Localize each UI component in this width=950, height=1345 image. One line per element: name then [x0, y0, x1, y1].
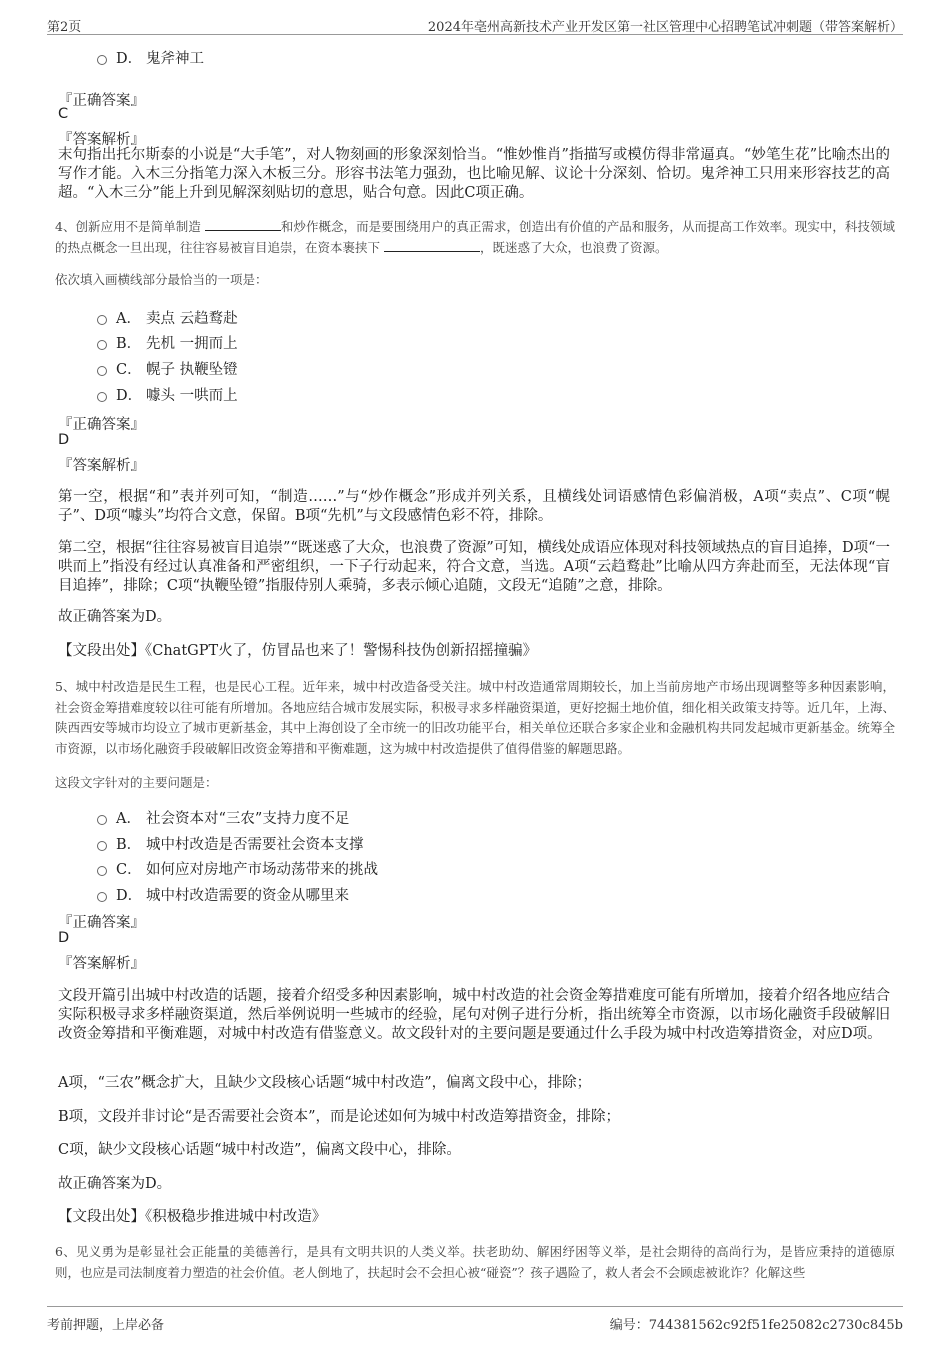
option-letter: D．	[116, 50, 143, 67]
q4-option-b[interactable]	[97, 332, 238, 352]
q4-prompt: 依次填入画横线部分最恰当的一项是：	[55, 272, 268, 287]
analysis-option-c: C项，缺少文段核心话题“城中村改造”，偏离文段中心，排除。	[58, 1142, 461, 1158]
q4-option-d[interactable]	[97, 384, 238, 404]
option-text: 幌子 执鞭坠镫	[146, 361, 238, 378]
q4-option-a[interactable]	[97, 307, 238, 327]
q5-option-a[interactable]	[97, 807, 349, 827]
option-letter: C．	[116, 361, 142, 378]
conclusion: 故正确答案为D。	[58, 609, 172, 625]
source: 【文段出处】《积极稳步推进城中村改造》	[58, 1209, 327, 1225]
option-text: 社会资本对“三农”支持力度不足	[146, 810, 350, 827]
analysis-text: 末句指出托尔斯泰的小说是“大手笔”，对人物刻画的形象深刻恰当。“惟妙惟肖”指描写或模仿得非常逼真。“妙笔生花”比喻杰出的写作才能。入木三分指笔力深入木板三分。形容书法笔力强劲，也比喻见解、议论十分深刻、恰切。鬼斧神工只用来形容技艺的高超。“入木三分”能上升到见解深刻贴切的意思，贴合句意。因此C项正确。	[58, 147, 890, 201]
q5-prompt: 这段文字针对的主要问题是：	[55, 775, 218, 790]
answer-label: 『正确答案』	[58, 93, 145, 109]
radio-icon[interactable]	[97, 340, 107, 350]
option-text: 卖点 云趋鹜赴	[146, 310, 238, 327]
option-letter: A．	[116, 810, 141, 827]
q5-option-c[interactable]	[97, 858, 378, 878]
option-text: 先机 一拥而上	[146, 335, 238, 352]
option-letter: B．	[116, 335, 142, 352]
footer-note: 考前押题，上岸必备	[47, 1318, 165, 1333]
analysis-label: 『答案解析』	[58, 132, 145, 148]
q6-stem: 6、见义勇为是彰显社会正能量的美德善行，是具有文明共识的人类义举。扶老助幼、解困纾困等义举，是社会期待的高尚行为，是皆应秉持的道德原则，也应是司法制度着力塑造的社会价值。老人倒地了，扶起时会不会担心被“碰瓷”？孩子遇险了，救人者会不会顾虑被讹诈？化解这些	[55, 1244, 895, 1280]
option-text: 如何应对房地产市场动荡带来的挑战	[146, 861, 378, 878]
analysis-option-a: A项，“三农”概念扩大，且缺少文段核心话题“城中村改造”，偏离文段中心，排除；	[58, 1075, 592, 1091]
q5-option-b[interactable]	[97, 833, 364, 853]
blank-1	[205, 217, 281, 231]
analysis-paragraph-1: 文段开篇引出城中村改造的话题，接着介绍受多种因素影响，城中村改造的社会资金筹措难度可能有所增加，接着介绍各地应结合实际积极寻求多样融资渠道，然后举例说明一些城市的经验，尾句对例子进行分析，指出统筹全市资源，以市场化融资手段破解旧改资金筹措和平衡难题，对城中村改造有借鉴意义。故文段针对的主要问题是要通过什么手段为城中村改造筹措资金，对应D项。	[58, 988, 890, 1042]
q4-stem: 4、创新应用不是简单制造 和炒作概念，而是要围绕用户的真正需求，创造出有价值的产品和服务，从而提高工作效率。现实中，科技领域的热点概念一旦出现，往往容易被盲目追崇，在资本裹挟下 ，既迷惑了大众，也浪费了资源。	[55, 219, 895, 255]
answer-label: 『正确答案』	[58, 915, 145, 931]
option-text: 鬼斧神工	[146, 50, 204, 67]
source: 【文段出处】《ChatGPT火了，仿冒品也来了！警惕科技伪创新招摇撞骗》	[58, 643, 538, 659]
analysis-paragraph-2: 第二空，根据“往往容易被盲目追崇”“既迷惑了大众，也浪费了资源”可知，横线处成语应体现对科技领域热点的盲目追捧，D项“一哄而上”指没有经过认真准备和严密组织，一下子行动起来，符合文意，当选。A项“云趋鹜赴”比喻从四方奔赴而至，无法体现“盲目追捧”，排除；C项“执鞭坠镫”指服侍别人乘骑，多表示倾心追随，文段无“追随”之意，排除。	[58, 540, 890, 594]
radio-icon[interactable]	[97, 315, 107, 325]
option-text: 城中村改造需要的资金从哪里来	[146, 887, 349, 904]
radio-icon[interactable]	[97, 815, 107, 825]
option-letter: B．	[116, 836, 142, 853]
answer-value: C	[58, 106, 69, 122]
document-title: 2024年亳州高新技术产业开发区第一社区管理中心招聘笔试冲刺题（带答案解析）	[427, 20, 903, 35]
page-footer	[47, 1306, 903, 1333]
answer-value: D	[58, 432, 70, 448]
q5-option-d[interactable]	[97, 884, 349, 904]
q3-option-d[interactable]	[97, 47, 204, 67]
option-letter: D．	[116, 887, 143, 904]
option-letter: D．	[116, 387, 143, 404]
radio-icon[interactable]	[97, 892, 107, 902]
analysis-option-b: B项，文段并非讨论“是否需要社会资本”，而是论述如何为城中村改造筹措资金，排除；	[58, 1109, 620, 1125]
page-header	[47, 14, 903, 35]
answer-value: D	[58, 930, 70, 946]
blank-2	[384, 238, 480, 252]
radio-icon[interactable]	[97, 366, 107, 376]
option-text: 噱头 一哄而上	[146, 387, 238, 404]
analysis-label: 『答案解析』	[58, 956, 145, 972]
q5-stem: 5、城中村改造是民生工程，也是民心工程。近年来，城中村改造备受关注。城中村改造通常周期较长，加上当前房地产市场出现调整等多种因素影响，社会资金筹措难度较以往可能有所增加。各地应结合城市发展实际，积极寻求多样融资渠道，更好挖掘土地价值，细化相关政策支持等。近几年，上海、陕西西安等城市均设立了城市更新基金，其中上海创设了全市统一的旧改功能平台，相关单位还联合多家企业和金融机构共同发起城市更新基金。统筹全市资源，以市场化融资手段破解旧改资金筹措和平衡难题，这为城中村改造提供了值得借鉴的解题思路。	[55, 679, 895, 756]
answer-label: 『正确答案』	[58, 417, 145, 433]
page-number: 第2页	[47, 20, 82, 35]
radio-icon[interactable]	[97, 55, 107, 65]
conclusion: 故正确答案为D。	[58, 1176, 172, 1192]
radio-icon[interactable]	[97, 841, 107, 851]
radio-icon[interactable]	[97, 392, 107, 402]
option-letter: C．	[116, 861, 142, 878]
document-code: 编号：744381562c92f51fe25082c2730c845b	[609, 1318, 903, 1333]
radio-icon[interactable]	[97, 866, 107, 876]
analysis-label: 『答案解析』	[58, 458, 145, 474]
option-text: 城中村改造是否需要社会资本支撑	[146, 836, 364, 853]
q4-option-c[interactable]	[97, 358, 238, 378]
analysis-paragraph-1: 第一空，根据“和”表并列可知，“制造……”与“炒作概念”形成并列关系，且横线处词语感情色彩偏消极，A项“卖点”、C项“幌子”、D项“噱头”均符合文意，保留。B项“先机”与文段感情色彩不符，排除。	[58, 489, 890, 524]
option-letter: A．	[116, 310, 141, 327]
